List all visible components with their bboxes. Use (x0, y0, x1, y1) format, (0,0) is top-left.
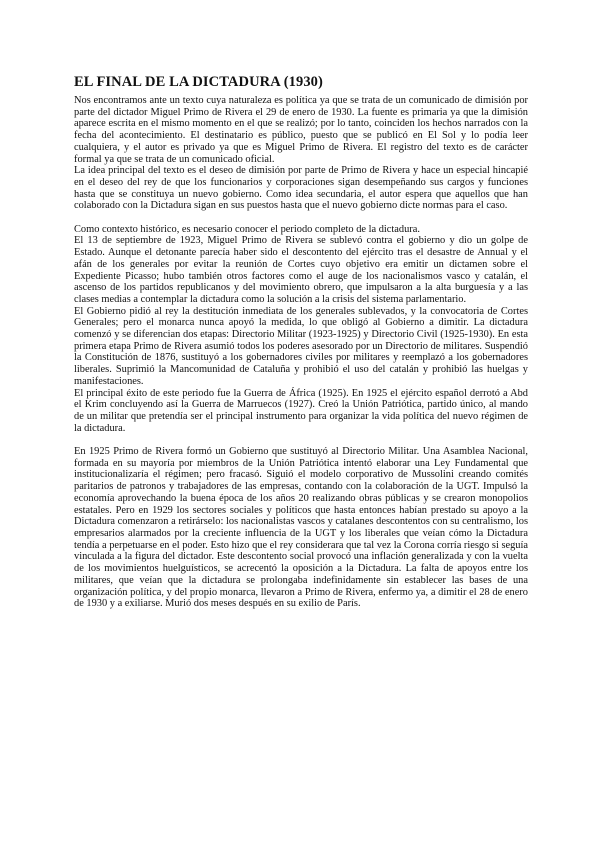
paragraph-context-intro: Como contexto histórico, es necesario conocer el periodo completo de la dictadura. (74, 223, 420, 235)
paragraph-analysis: Nos encontramos ante un texto cuya naturaleza es política ya que se trata de un comunicado de dimisión por parte del dictador Miguel Primo de Rivera el 29 de enero de 1930. La fuente es primaria ya que la dimisión aparece escrita en el mismo momento en el que se realizó; por lo tanto, coinciden los hechos narrados con la fecha del acontecimiento. El destinatario es público, puesto que se publicó en El Sol y lo podía leer cualquiera, y el autor es privado ya que es Miguel Primo de Rivera. El registro del texto es de carácter formal ya que se trata de un comunicado oficial. (74, 95, 528, 165)
paragraph-africa-war: El principal éxito de este periodo fue la Guerra de África (1925). En 1925 el ejército español derrotó a Abd el Krim concluyendo así la Guerra de Marruecos (1927). Creó la Unión Patriótica, partido único, al mando de un militar que pretendía ser el principal instrumento para organizar la vida política del nuevo régimen de la dictadura. (74, 387, 528, 434)
paragraph-main-idea: La idea principal del texto es el deseo de dimisión por parte de Primo de Rivera y hace un especial hincapié en el deseo del rey de que los funcionarios y corporaciones sigan desempeñando sus cargos y funciones hasta que se constituya un nuevo gobierno. Como idea secundaria, el autor espera que aquellos que han colaborado con la Dictadura sigan en sus puestos hasta que el nuevo gobierno dicte normas para el caso. (74, 165, 528, 212)
document-title: EL FINAL DE LA DICTADURA (1930) (74, 74, 323, 90)
paragraph-spacer (74, 212, 528, 224)
document-body (74, 95, 528, 610)
paragraph-coup: El 13 de septiembre de 1923, Miguel Primo de Rivera se sublevó contra el gobierno y dio un golpe de Estado. Aunque el detonante parecía haber sido el descontento del ejército tras el desastre de Annual y el afán de los generales por evitar la reunión de Cortes cuyo objetivo era emitir un dictamen sobre el Expediente Picasso; hubo también otros factores como el auge de los nacionalismos vasco y catalán, el ascenso de los partidos republicanos y del movimiento obrero, que impulsaron a la alta burguesía y a las clases medias a contemplar la dictadura como la solución a la crisis del sistema parlamentario. (74, 235, 528, 305)
paragraph-civil-directory: En 1925 Primo de Rivera formó un Gobierno que sustituyó al Directorio Militar. Una Asamblea Nacional, formada en su mayoría por miembros de la Unión Patriótica intentó elaborar una Ley Fundamental que institucionalizaría el régimen; pero fracasó. Siguió el modelo corporativo de Mussolini creando comités paritarios de patronos y trabajadores de las empresas, contando con la colaboración de la UGT. Impulsó la economía aprovechando la buena época de los años 20 realizando obras públicas y se crearon monopolios estatales. Pero en 1929 los sectores sociales y políticos que hasta entonces habían prestado su apoyo a la Dictadura comenzaron a retirárselo: los nacionalistas vascos y catalanes descontentos con su centralismo, los empresarios alarmados por la creciente influencia de la UGT y los liberales que veían cómo la Dictadura tendía a perpetuarse en el poder. Esto hizo que el rey considerara que tal vez la Corona corría riesgo si seguía vinculada a la figura del dictador. Este descontento social provocó una inflación generalizada y con la vuelta de los movimientos huelguísticos, se acrecentó la oposición a la Dictadura. La falta de apoyos entre los militares, que veían que la dictadura se prolongaba indefinidamente sin establecer las bases de una organización política, y del propio monarca, llevaron a Primo de Rivera, enfermo ya, a dimitir el 28 de enero de 1930 y a exiliarse. Murió dos meses después en su exilio de París. (74, 446, 528, 610)
paragraph-military-directory: El Gobierno pidió al rey la destitución inmediata de los generales sublevados, y la convocatoria de Cortes Generales; pero el monarca nunca apoyó la medida, lo que obligó al Gobierno a dimitir. La dictadura comenzó y se diferencian dos etapas: Directorio Militar (1923-1925) y Directorio Civil (1925-1930). En esta primera etapa Primo de Rivera asumió todos los poderes asesorado por un Directorio de militares. Suspendió la Constitución de 1876, sustituyó a los gobernadores civiles por militares y reemplazó a los gobernadores liberales. Suprimió la Mancomunidad de Cataluña y prohibió el uso del catalán y prohibió las huelgas y manifestaciones. (74, 305, 528, 387)
paragraph-spacer (74, 434, 528, 446)
